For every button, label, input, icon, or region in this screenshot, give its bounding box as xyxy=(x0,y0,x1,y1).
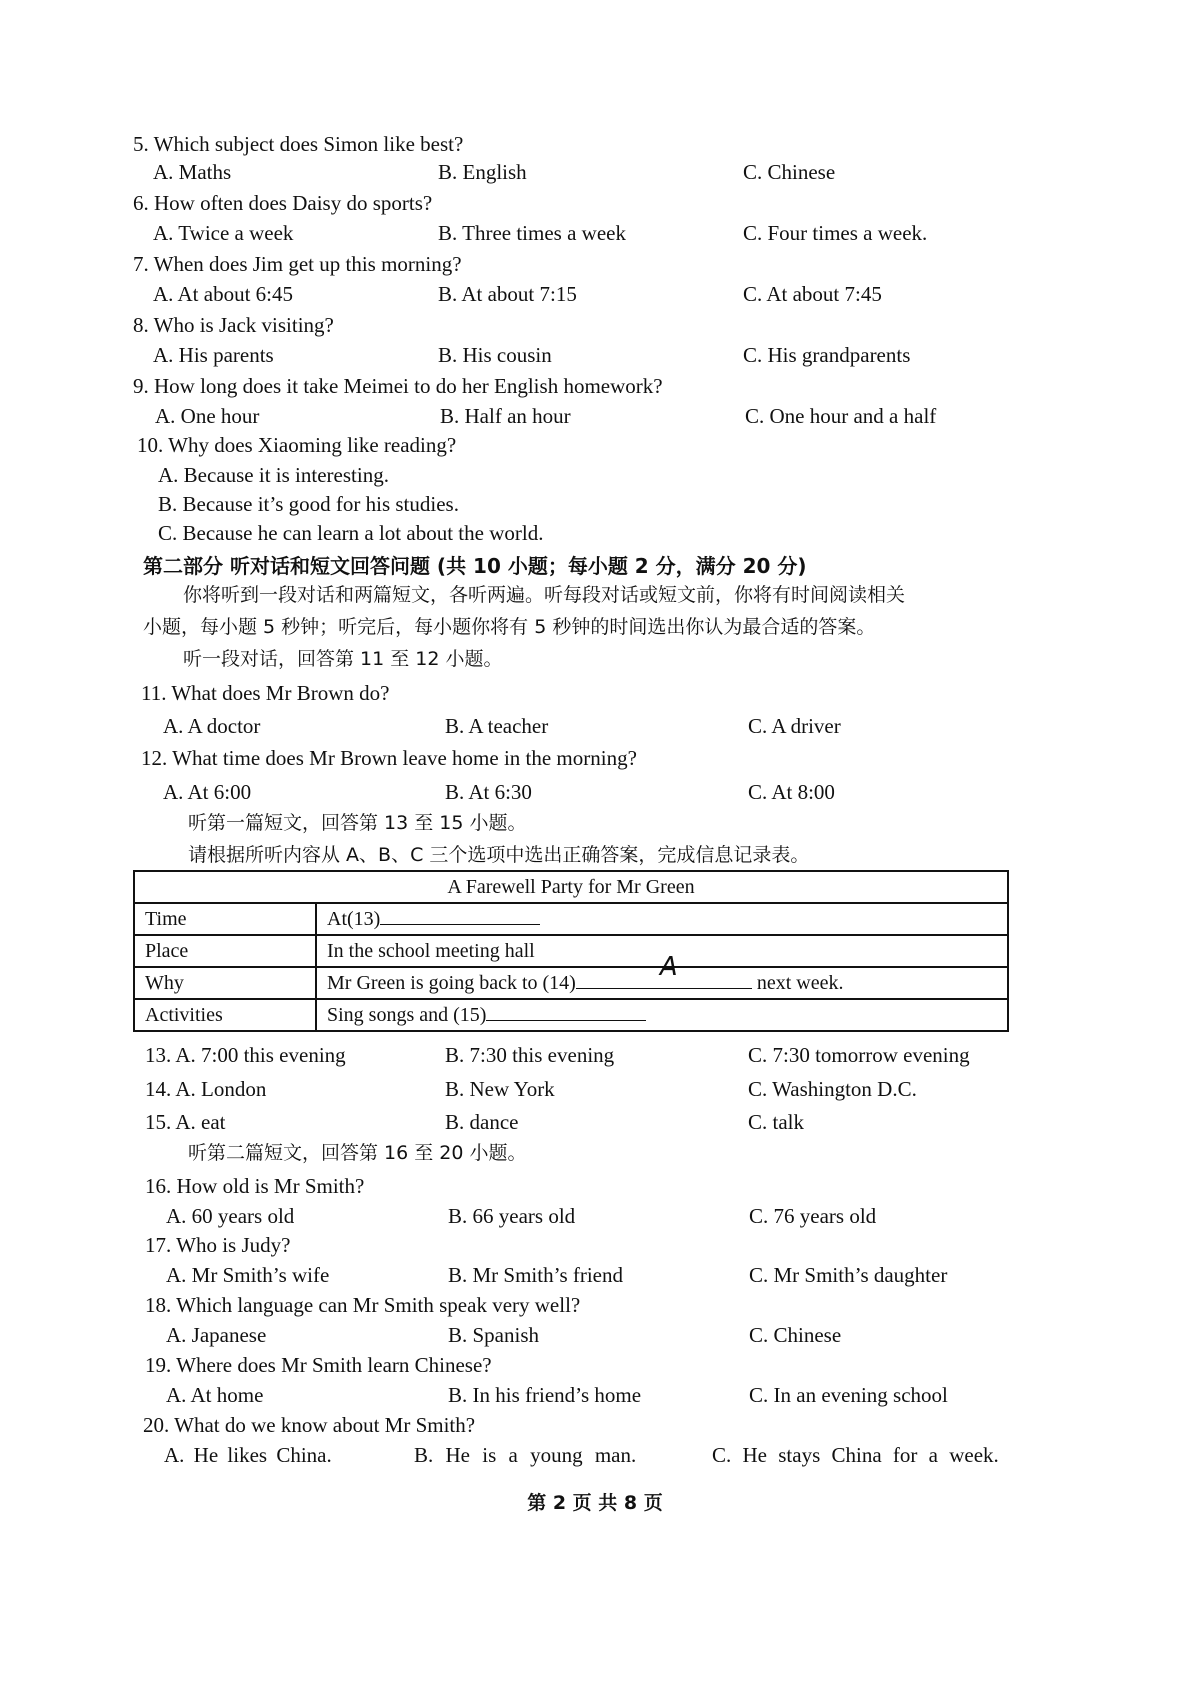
option-b: B. In his friend’s home xyxy=(448,1383,642,1407)
option-a: A. 60 years old xyxy=(166,1204,295,1228)
question-6: 6. How often does Daisy do sports? xyxy=(133,191,433,215)
row-value xyxy=(316,903,1008,935)
options-16 xyxy=(0,1203,1190,1231)
answer-blank-14 xyxy=(576,952,752,989)
option-c: C. Mr Smith’s daughter xyxy=(749,1263,948,1287)
passage1-intro: 听第一篇短文，回答第 13 至 15 小题。 xyxy=(188,812,527,834)
row-text: Sing songs and (15) xyxy=(327,1004,487,1026)
option-a: A. His parents xyxy=(153,343,274,367)
options-18 xyxy=(0,1322,1190,1350)
options-13 xyxy=(0,1042,1190,1070)
option-c: C. Washington D.C. xyxy=(748,1077,917,1101)
row-label: Activities xyxy=(134,999,316,1031)
option-a: A. He likes China. xyxy=(164,1443,332,1467)
options-9 xyxy=(0,403,1190,431)
options-11 xyxy=(0,713,1190,741)
option-c: C. A driver xyxy=(748,714,841,738)
option-b: B. 66 years old xyxy=(448,1204,576,1228)
row-label: Place xyxy=(134,935,316,967)
option-c: C. Four times a week. xyxy=(743,221,928,245)
option-c: C. Chinese xyxy=(743,160,836,184)
option-c: C. At 8:00 xyxy=(748,780,835,804)
answer-blank-13 xyxy=(380,906,540,925)
option-a: A. Twice a week xyxy=(153,221,294,245)
option-b: B. At about 7:15 xyxy=(438,282,577,306)
option-c: C. In an evening school xyxy=(749,1383,948,1407)
passage1-instruction: 请根据所听内容从 A、B、C 三个选项中选出正确答案，完成信息记录表。 xyxy=(188,844,810,866)
option-c: C. Chinese xyxy=(749,1323,842,1347)
question-20: 20. What do we know about Mr Smith? xyxy=(143,1413,476,1437)
part2-intro-line1: 你将听到一段对话和两篇短文，各听两遍。听每段对话或短文前，你将有时间阅读相关 xyxy=(183,584,906,606)
options-5 xyxy=(0,159,1190,187)
option-c: C. talk xyxy=(748,1110,804,1134)
table-row xyxy=(134,967,1008,999)
question-17: 17. Who is Judy? xyxy=(145,1233,291,1257)
question-16: 16. How old is Mr Smith? xyxy=(145,1174,365,1198)
option-b: B. Mr Smith’s friend xyxy=(448,1263,624,1287)
option-b: B. 7:30 this evening xyxy=(445,1043,615,1067)
question-7: 7. When does Jim get up this morning? xyxy=(133,252,462,276)
option-b: B. New York xyxy=(445,1077,555,1101)
question-11: 11. What does Mr Brown do? xyxy=(141,681,390,705)
option-a: A. Maths xyxy=(153,160,232,184)
part2-intro-line2: 小题，每小题 5 秒钟；听完后，每小题你将有 5 秒钟的时间选出你认为最合适的答案。 xyxy=(143,616,876,638)
option-b: B. Spanish xyxy=(448,1323,540,1347)
part2-heading: 第二部分 听对话和短文回答问题 (共 10 小题；每小题 2 分，满分 20 分) xyxy=(143,554,807,578)
table-row xyxy=(134,999,1008,1031)
option-c: C. One hour and a half xyxy=(745,404,937,428)
row-value xyxy=(316,952,1008,999)
question-5: 5. Which subject does Simon like best? xyxy=(133,132,464,156)
options-7 xyxy=(0,281,1190,309)
row-text-after: next week. xyxy=(756,972,844,994)
options-12 xyxy=(0,779,1190,807)
options-8 xyxy=(0,342,1190,370)
row-label: Time xyxy=(134,903,316,935)
question-9: 9. How long does it take Meimei to do her English homework? xyxy=(133,374,663,398)
row-value xyxy=(316,999,1008,1031)
option-a: A. At 6:00 xyxy=(163,780,252,804)
table-title: A Farewell Party for Mr Green xyxy=(134,871,1008,903)
question-19: 19. Where does Mr Smith learn Chinese? xyxy=(145,1353,492,1377)
option-c: C. He stays China for a week. xyxy=(712,1443,999,1467)
option-c: C. 76 years old xyxy=(749,1204,877,1228)
row-label: Why xyxy=(134,967,316,999)
page-number: 第 2 页 共 8 页 xyxy=(527,1492,663,1514)
table-row xyxy=(134,871,1008,903)
question-12: 12. What time does Mr Brown leave home in the morning? xyxy=(141,746,637,770)
option-a: 13. A. 7:00 this evening xyxy=(145,1043,346,1067)
question-8: 8. Who is Jack visiting? xyxy=(133,313,334,337)
option-b: B. Half an hour xyxy=(440,404,571,428)
answer-blank-15 xyxy=(486,1002,646,1021)
table-row xyxy=(134,935,1008,967)
option-b: B. At 6:30 xyxy=(445,780,532,804)
passage2-intro: 听第二篇短文，回答第 16 至 20 小题。 xyxy=(188,1142,527,1164)
option-a: A. One hour xyxy=(155,404,260,428)
option-c: C. His grandparents xyxy=(743,343,911,367)
question-10: 10. Why does Xiaoming like reading? xyxy=(137,433,457,457)
option-b: B. A teacher xyxy=(445,714,549,738)
option-a: A. Mr Smith’s wife xyxy=(166,1263,330,1287)
option-a: A. Because it is interesting. xyxy=(158,463,389,487)
option-c: C. Because he can learn a lot about the world. xyxy=(158,521,544,545)
options-20 xyxy=(0,1442,1190,1470)
option-b: B. English xyxy=(438,160,527,184)
option-a: A. Japanese xyxy=(166,1323,267,1347)
row-text: At(13) xyxy=(327,908,381,930)
options-19 xyxy=(0,1382,1190,1410)
options-6 xyxy=(0,220,1190,248)
option-a: 15. A. eat xyxy=(145,1110,226,1134)
option-c: C. At about 7:45 xyxy=(743,282,882,306)
row-value: In the school meeting hall xyxy=(316,935,1008,967)
option-c: C. 7:30 tomorrow evening xyxy=(748,1043,970,1067)
info-record-table xyxy=(133,870,1009,1032)
dialog-intro: 听一段对话，回答第 11 至 12 小题。 xyxy=(183,648,503,670)
question-18: 18. Which language can Mr Smith speak very well? xyxy=(145,1293,581,1317)
option-b: B. His cousin xyxy=(438,343,552,367)
option-b: B. Because it’s good for his studies. xyxy=(158,492,459,516)
option-a: A. A doctor xyxy=(163,714,261,738)
options-17 xyxy=(0,1262,1190,1290)
option-b: B. Three times a week xyxy=(438,221,626,245)
table-row xyxy=(134,903,1008,935)
option-b: B. dance xyxy=(445,1110,519,1134)
row-text: Mr Green is going back to (14) xyxy=(327,972,576,994)
options-14 xyxy=(0,1076,1190,1104)
option-b: B. He is a young man. xyxy=(414,1443,637,1467)
handwritten-answer: A xyxy=(659,952,678,982)
option-a: A. At home xyxy=(166,1383,264,1407)
option-a: 14. A. London xyxy=(145,1077,267,1101)
options-15 xyxy=(0,1109,1190,1137)
option-a: A. At about 6:45 xyxy=(153,282,293,306)
